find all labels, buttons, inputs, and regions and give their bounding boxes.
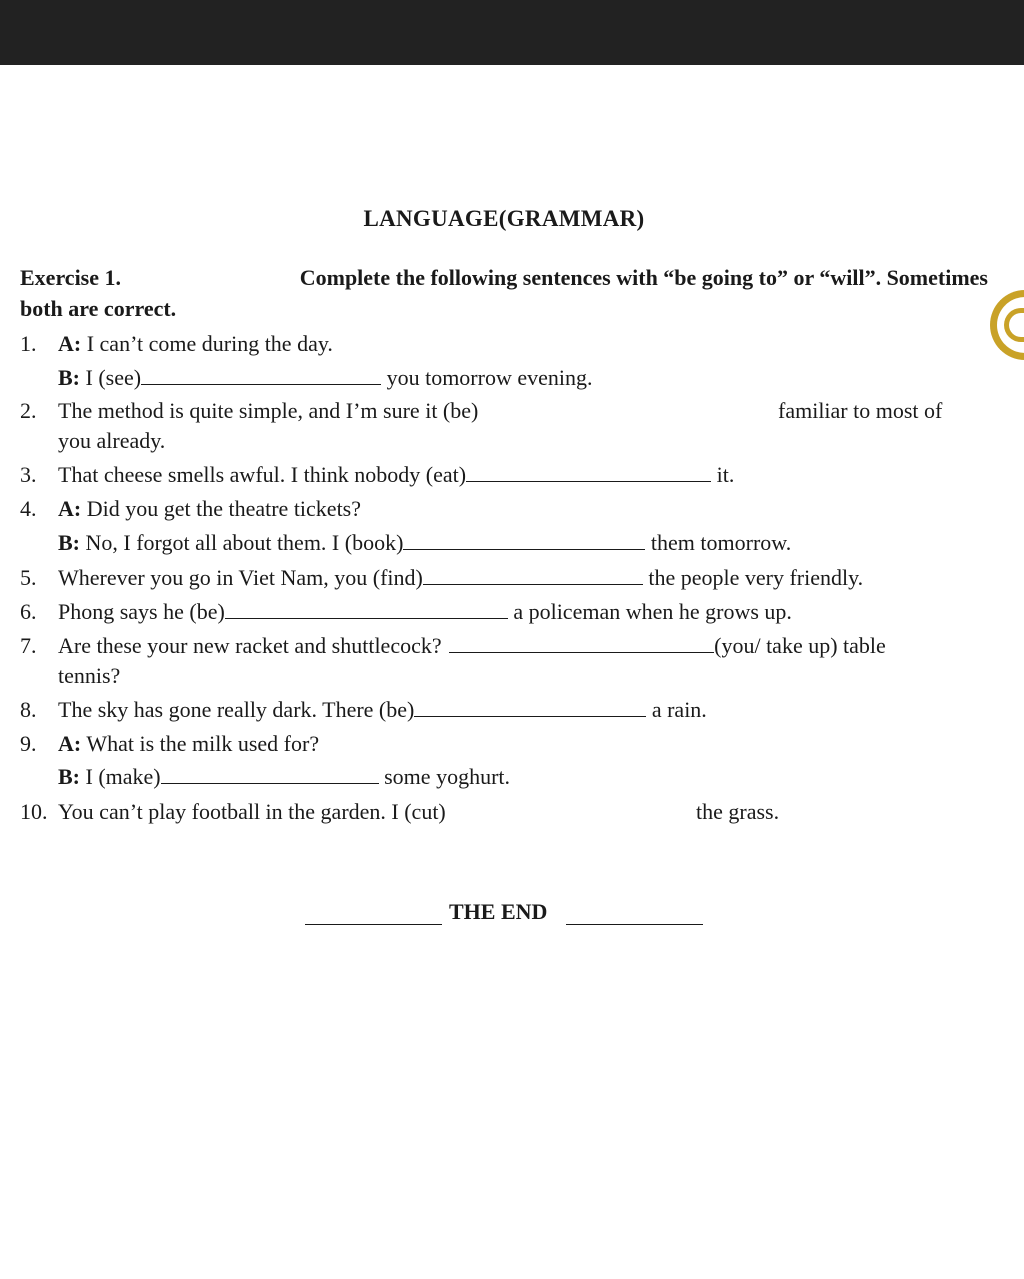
speaker-b-label: B:: [58, 530, 80, 555]
item-number: 4.: [20, 496, 37, 521]
exercise-label: Exercise 1.: [20, 265, 122, 290]
item-7-continuation: tennis?: [58, 663, 121, 688]
item-number: 9.: [20, 731, 37, 756]
footer-rule-right: [566, 924, 703, 925]
item-text: What is the milk used for?: [86, 731, 320, 756]
item-6-line: [58, 598, 792, 626]
answer-blank[interactable]: [423, 564, 643, 585]
item-text: Phong says he (be): [58, 599, 225, 624]
top-bar: [0, 0, 1024, 65]
speaker-a-label: A:: [58, 731, 82, 756]
footer-rule-left: [305, 924, 442, 925]
item-10-line: [58, 798, 446, 826]
item-7-line: [58, 632, 886, 660]
item-text: I can’t come during the day.: [86, 331, 333, 356]
item-text: (you/ take up) table: [714, 633, 886, 658]
item-10-post: the grass.: [696, 799, 780, 824]
speaker-b-label: B:: [58, 764, 80, 789]
item-text: No, I forgot all about them. I (book): [85, 530, 404, 555]
item-1-b-line: [58, 364, 592, 392]
speaker-b-label: B:: [58, 365, 80, 390]
answer-blank[interactable]: [403, 529, 645, 550]
item-2-line: [58, 397, 478, 425]
item-number: 5.: [20, 565, 37, 590]
answer-blank[interactable]: [161, 763, 379, 784]
item-number: 3.: [20, 462, 37, 487]
page-title: LANGUAGE(GRAMMAR): [363, 206, 645, 231]
item-text: a policeman when he grows up.: [513, 599, 792, 624]
item-1-a-line: [58, 330, 333, 358]
item-3-line: [58, 461, 734, 489]
item-text: them tomorrow.: [650, 530, 792, 555]
exercise-instruction: [20, 262, 988, 293]
item-number: 8.: [20, 697, 37, 722]
item-text: I (make): [85, 764, 161, 789]
instruction-line-1: Complete the following sentences with “be going to” or “will”. Sometimes: [299, 265, 988, 290]
item-text: some yoghurt.: [384, 764, 511, 789]
item-text: Did you get the theatre tickets?: [86, 496, 362, 521]
speaker-a-label: A:: [58, 496, 82, 521]
item-number: 7.: [20, 633, 37, 658]
item-number: 2.: [20, 398, 37, 423]
item-text: I (see): [85, 365, 142, 390]
item-4-b-line: [58, 529, 791, 557]
item-9-a-line: [58, 730, 319, 758]
item-text: Wherever you go in Viet Nam, you (find): [58, 565, 423, 590]
item-text: The sky has gone really dark. There (be): [58, 697, 415, 722]
item-text: you tomorrow evening.: [386, 365, 593, 390]
footer-text: THE END: [449, 899, 548, 924]
item-9-b-line: [58, 763, 510, 791]
item-4-a-line: [58, 495, 361, 523]
answer-blank[interactable]: [141, 364, 381, 385]
item-number: 6.: [20, 599, 37, 624]
answer-blank[interactable]: [449, 632, 714, 653]
item-text: Are these your new racket and shuttlecock?: [58, 633, 442, 658]
item-2-post: familiar to most of: [778, 398, 943, 423]
item-text: the people very friendly.: [648, 565, 864, 590]
instruction-line-2: both are correct.: [20, 296, 177, 321]
item-text: You can’t play football in the garden. I (cut): [58, 799, 446, 824]
item-5-line: [58, 564, 863, 592]
item-8-line: [58, 696, 707, 724]
item-2-continuation: you already.: [58, 428, 166, 453]
item-text: That cheese smells awful. I think nobody (eat): [58, 462, 467, 487]
item-text: The method is quite simple, and I’m sure it (be): [58, 398, 479, 423]
item-number: 10.: [20, 799, 48, 824]
answer-blank[interactable]: [414, 696, 646, 717]
answer-blank[interactable]: [466, 461, 711, 482]
item-number: 1.: [20, 331, 37, 356]
item-text: a rain.: [651, 697, 707, 722]
answer-blank[interactable]: [225, 598, 508, 619]
speaker-a-label: A:: [58, 331, 82, 356]
item-text: it.: [716, 462, 735, 487]
